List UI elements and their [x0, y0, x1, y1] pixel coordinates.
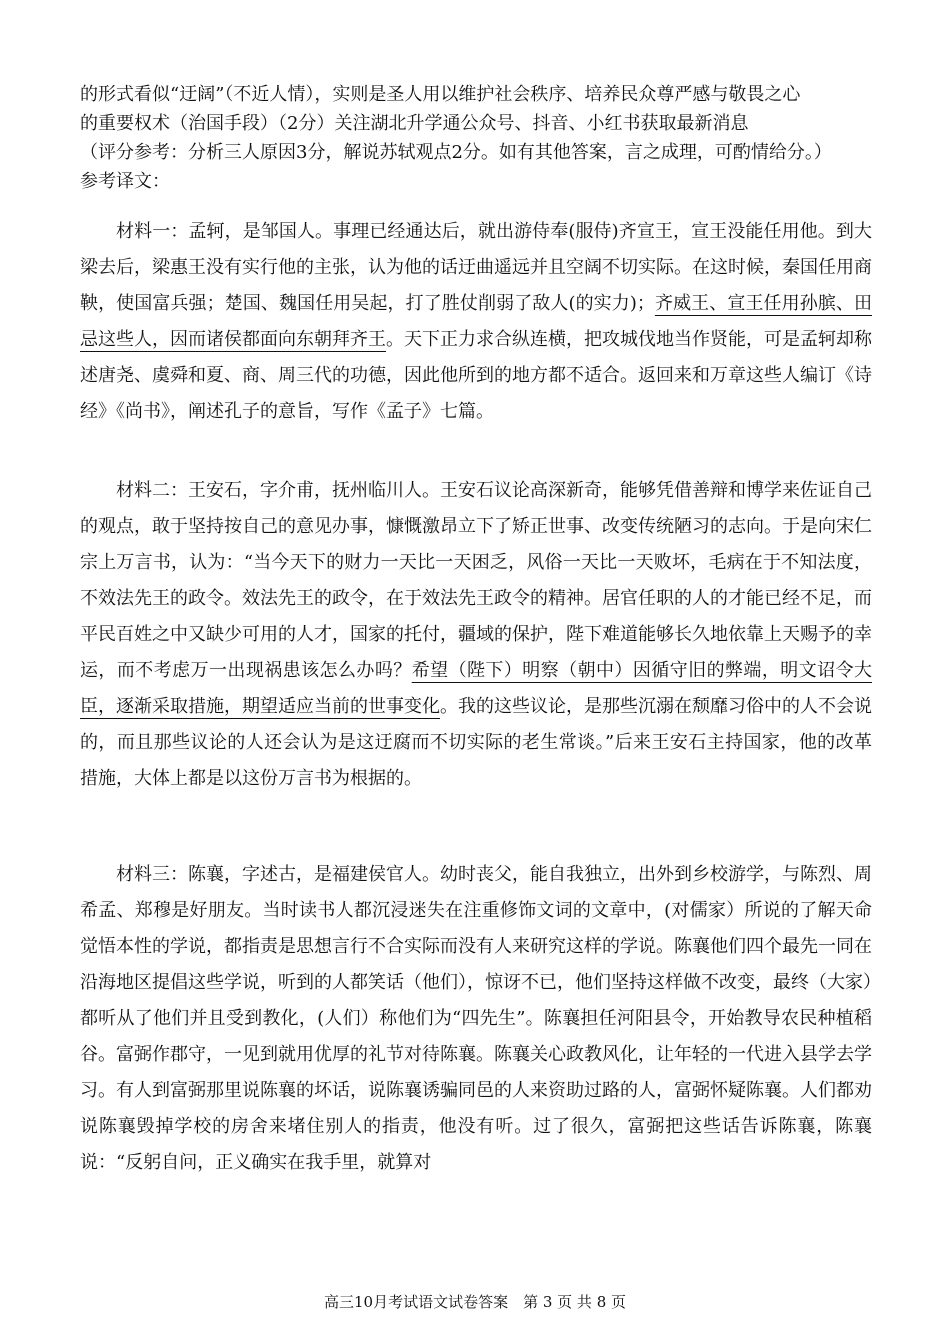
material-one-paragraph — [80, 214, 872, 430]
material-one-underlined-sentence: 齐威王、宣王任用孙膑、田忌这些人，因而诸侯都面向东朝拜齐王 — [80, 293, 873, 350]
material-two-paragraph — [80, 473, 872, 797]
material-three-paragraph: 材料三：陈襄，字述古，是福建侯官人。幼时丧父，能自我独立，出外到乡校游学，与陈烈、周希孟、郑穆是好朋友。当时读书人都沉浸迷失在注重修饰文词的文章中，(对儒家）所说的了解天命觉悟本性的学说，都指责是思想言行不合实际而没有人来研究这样的学说。陈襄他们四个最先一同在沿海地区提倡这些学说，听到的人都笑话（他们），惊讶不已，他们坚持这样做不改变，最终（大家）都听从了他们并且受到教化，(人们）称他们为“四先生”。陈襄担任河阳县令，开始教导农民种植稻谷。富弼作郡守，一见到就用优厚的礼节对待陈襄。陈襄关心政教风化，让年轻的一代进入县学去学习。有人到富弼那里说陈襄的坏话，说陈襄诱骗同邑的人来资助过路的人，富弼怀疑陈襄。人们都劝说陈襄毁掉学校的房舍来堵住别人的指责，他没有听。过了很久，富弼把这些话告诉陈襄，陈襄说：“反躬自问，正义确实在我手里，就算对 — [80, 864, 872, 1173]
scoring-note: （评分参考：分析三人原因3分，解说苏轼观点2分。如有其他答案，言之成理，可酌情给分。） — [80, 142, 832, 163]
translation-heading: 参考译文： — [80, 171, 170, 192]
material-two-underlined-sentence: 希望（陛下）明察（朝中）因循守旧的弊端，明文诏令大臣，逐渐采取措施，期望适应当前的世事变化 — [80, 660, 873, 717]
material-three-translation — [80, 857, 872, 1181]
answer-continuation — [80, 80, 880, 196]
material-one-text-b: 。天下正力求合纵连横，把攻城伐地当作贤能，可是孟轲却称述唐尧、虞舜和夏、商、周三代的功德，因此他所到的地方都不适合。返回来和万章这些人编订《诗经》《尚书》，阐述孔子的意旨，写作《孟子》七篇。 — [80, 329, 872, 422]
material-one-translation — [80, 214, 872, 430]
answer-line-2: 的重要权术（治国手段）（2分）关注湖北升学通公众号、抖音、小红书获取最新消息 — [80, 113, 749, 134]
material-two-translation — [80, 473, 872, 797]
material-two-text-a: 材料二：王安石，字介甫，抚州临川人。王安石议论高深新奇，能够凭借善辩和博学来佐证自己的观点，敢于坚持按自己的意见办事，慷慨激昂立下了矫正世事、改变传统陋习的志向。于是向宋仁宗上万言书，认为：“当今天下的财力一天比一天困乏，风俗一天比一天败坏，毛病在于不知法度，不效法先王的政令。效法先王的政令，在于效法先王政令的精神。居官任职的人的才能已经不足，而平民百姓之中又缺少可用的人才，国家的托付，疆域的保护，陛下难道能够长久地依靠上天赐予的幸运，而不考虑万一出现祸患该怎么办吗？ — [80, 480, 872, 681]
page-footer: 高三10月考试语文试卷答案 第 3 页 共 8 页 — [323, 1293, 627, 1311]
material-one-text-a: 材料一：孟轲，是邹国人。事理已经通达后，就出游侍奉(服侍)齐宣王，宣王没能任用他。到大梁去后，梁惠王没有实行他的主张，认为他的话迂曲遥远并且空阔不切实际。在这时候，秦国任用商鞅，使国富兵强；楚国、魏国任用吴起，打了胜仗削弱了敌人(的实力)； — [80, 221, 872, 314]
answer-line-1: 的形式看似“迂阔”（不近人情），实则是圣人用以维护社会秩序、培养民众尊严感与敬畏之心 — [80, 84, 801, 105]
material-two-text-b: 。我的这些议论，是那些沉溺在颓靡习俗中的人不会说的，而且那些议论的人还会认为是这迂腐而不切实际的老生常谈。”后来王安石主持国家，他的改革措施，大体上都是以这份万言书为根据的。 — [80, 696, 872, 789]
